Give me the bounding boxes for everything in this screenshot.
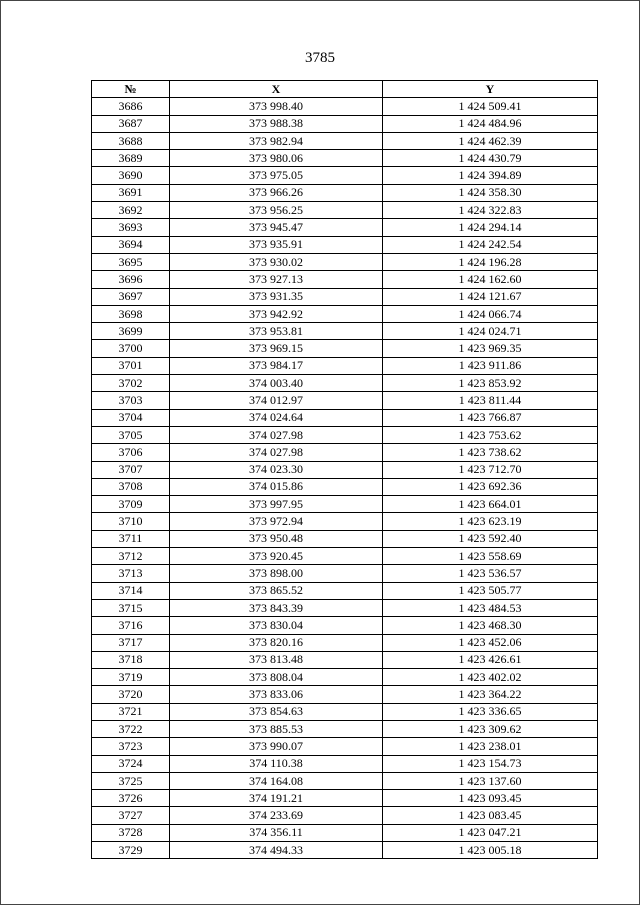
cell-x: 373 830.04 xyxy=(170,617,383,634)
cell-x: 373 969.15 xyxy=(170,340,383,357)
cell-y: 1 424 242.54 xyxy=(383,236,598,253)
cell-x: 374 023.30 xyxy=(170,461,383,478)
cell-y: 1 424 196.28 xyxy=(383,253,598,270)
cell-y: 1 424 358.30 xyxy=(383,184,598,201)
table-row xyxy=(92,288,598,305)
header-number: № xyxy=(92,81,170,98)
cell-x: 373 808.04 xyxy=(170,669,383,686)
table-row xyxy=(92,686,598,703)
cell-y: 1 423 738.62 xyxy=(383,444,598,461)
cell-number: 3708 xyxy=(92,478,170,495)
cell-x: 373 980.06 xyxy=(170,150,383,167)
table-row xyxy=(92,219,598,236)
cell-x: 373 820.16 xyxy=(170,634,383,651)
table-row xyxy=(92,426,598,443)
table-row xyxy=(92,150,598,167)
cell-x: 373 950.48 xyxy=(170,530,383,547)
cell-x: 374 494.33 xyxy=(170,842,383,859)
cell-y: 1 423 309.62 xyxy=(383,720,598,737)
cell-y: 1 423 558.69 xyxy=(383,548,598,565)
cell-y: 1 423 426.61 xyxy=(383,651,598,668)
cell-number: 3721 xyxy=(92,703,170,720)
header-x: X xyxy=(170,81,383,98)
cell-y: 1 423 664.01 xyxy=(383,496,598,513)
cell-y: 1 423 505.77 xyxy=(383,582,598,599)
cell-x: 373 953.81 xyxy=(170,323,383,340)
cell-number: 3727 xyxy=(92,807,170,824)
cell-x: 374 164.08 xyxy=(170,772,383,789)
cell-y: 1 423 969.35 xyxy=(383,340,598,357)
cell-number: 3705 xyxy=(92,426,170,443)
cell-number: 3715 xyxy=(92,599,170,616)
cell-y: 1 423 154.73 xyxy=(383,755,598,772)
cell-x: 374 191.21 xyxy=(170,790,383,807)
table-row xyxy=(92,132,598,149)
cell-number: 3723 xyxy=(92,738,170,755)
table-row xyxy=(92,98,598,115)
cell-number: 3700 xyxy=(92,340,170,357)
cell-x: 373 920.45 xyxy=(170,548,383,565)
cell-number: 3718 xyxy=(92,651,170,668)
cell-y: 1 423 402.02 xyxy=(383,669,598,686)
cell-x: 373 885.53 xyxy=(170,720,383,737)
cell-y: 1 423 468.30 xyxy=(383,617,598,634)
table-row xyxy=(92,496,598,513)
cell-x: 373 945.47 xyxy=(170,219,383,236)
table-row xyxy=(92,565,598,582)
cell-number: 3725 xyxy=(92,772,170,789)
table-row xyxy=(92,375,598,392)
cell-x: 373 865.52 xyxy=(170,582,383,599)
table-row xyxy=(92,755,598,772)
cell-number: 3714 xyxy=(92,582,170,599)
cell-number: 3716 xyxy=(92,617,170,634)
cell-number: 3704 xyxy=(92,409,170,426)
cell-y: 1 424 394.89 xyxy=(383,167,598,184)
cell-y: 1 424 322.83 xyxy=(383,202,598,219)
page-number: 3785 xyxy=(305,50,335,66)
cell-number: 3729 xyxy=(92,842,170,859)
cell-x: 374 024.64 xyxy=(170,409,383,426)
cell-y: 1 423 766.87 xyxy=(383,409,598,426)
cell-y: 1 423 452.06 xyxy=(383,634,598,651)
cell-x: 374 027.98 xyxy=(170,426,383,443)
table-row xyxy=(92,548,598,565)
cell-x: 373 843.39 xyxy=(170,599,383,616)
cell-number: 3722 xyxy=(92,720,170,737)
cell-y: 1 424 121.67 xyxy=(383,288,598,305)
table-row xyxy=(92,202,598,219)
cell-number: 3688 xyxy=(92,132,170,149)
cell-y: 1 423 536.57 xyxy=(383,565,598,582)
table-row xyxy=(92,478,598,495)
table-row xyxy=(92,807,598,824)
cell-number: 3724 xyxy=(92,755,170,772)
cell-number: 3689 xyxy=(92,150,170,167)
cell-y: 1 424 430.79 xyxy=(383,150,598,167)
table-row xyxy=(92,513,598,530)
cell-number: 3712 xyxy=(92,548,170,565)
cell-x: 374 015.86 xyxy=(170,478,383,495)
table-row xyxy=(92,461,598,478)
cell-number: 3695 xyxy=(92,253,170,270)
table-row xyxy=(92,236,598,253)
table-row xyxy=(92,582,598,599)
cell-number: 3713 xyxy=(92,565,170,582)
cell-number: 3726 xyxy=(92,790,170,807)
cell-x: 373 927.13 xyxy=(170,271,383,288)
cell-x: 374 233.69 xyxy=(170,807,383,824)
cell-x: 373 966.26 xyxy=(170,184,383,201)
table-row xyxy=(92,651,598,668)
cell-number: 3728 xyxy=(92,824,170,841)
table-row xyxy=(92,340,598,357)
cell-number: 3694 xyxy=(92,236,170,253)
cell-number: 3711 xyxy=(92,530,170,547)
cell-x: 373 990.07 xyxy=(170,738,383,755)
cell-x: 373 813.48 xyxy=(170,651,383,668)
cell-x: 373 935.91 xyxy=(170,236,383,253)
cell-number: 3690 xyxy=(92,167,170,184)
table-row xyxy=(92,115,598,132)
cell-y: 1 424 484.96 xyxy=(383,115,598,132)
table-row xyxy=(92,720,598,737)
cell-x: 374 012.97 xyxy=(170,392,383,409)
cell-number: 3693 xyxy=(92,219,170,236)
cell-y: 1 424 162.60 xyxy=(383,271,598,288)
table-row xyxy=(92,634,598,651)
cell-number: 3701 xyxy=(92,357,170,374)
cell-number: 3687 xyxy=(92,115,170,132)
cell-number: 3697 xyxy=(92,288,170,305)
table-row xyxy=(92,617,598,634)
cell-x: 373 930.02 xyxy=(170,253,383,270)
cell-number: 3703 xyxy=(92,392,170,409)
cell-x: 374 027.98 xyxy=(170,444,383,461)
cell-y: 1 424 066.74 xyxy=(383,305,598,322)
cell-x: 374 003.40 xyxy=(170,375,383,392)
cell-x: 374 110.38 xyxy=(170,755,383,772)
cell-y: 1 423 238.01 xyxy=(383,738,598,755)
table-row xyxy=(92,305,598,322)
cell-y: 1 423 753.62 xyxy=(383,426,598,443)
table-row xyxy=(92,599,598,616)
cell-x: 373 956.25 xyxy=(170,202,383,219)
cell-y: 1 423 484.53 xyxy=(383,599,598,616)
cell-y: 1 424 294.14 xyxy=(383,219,598,236)
cell-x: 373 998.40 xyxy=(170,98,383,115)
table-row xyxy=(92,772,598,789)
cell-number: 3698 xyxy=(92,305,170,322)
table-header-row xyxy=(92,81,598,98)
table-row xyxy=(92,392,598,409)
table-body xyxy=(92,98,598,859)
cell-x: 373 931.35 xyxy=(170,288,383,305)
cell-y: 1 423 712.70 xyxy=(383,461,598,478)
header-y: Y xyxy=(383,81,598,98)
table-row xyxy=(92,530,598,547)
table-row xyxy=(92,790,598,807)
table-row xyxy=(92,253,598,270)
coordinates-table xyxy=(91,80,598,859)
cell-number: 3691 xyxy=(92,184,170,201)
cell-y: 1 423 137.60 xyxy=(383,772,598,789)
cell-x: 373 975.05 xyxy=(170,167,383,184)
cell-y: 1 423 047.21 xyxy=(383,824,598,841)
cell-x: 373 984.17 xyxy=(170,357,383,374)
cell-y: 1 423 811.44 xyxy=(383,392,598,409)
cell-number: 3717 xyxy=(92,634,170,651)
table-row xyxy=(92,167,598,184)
cell-number: 3692 xyxy=(92,202,170,219)
cell-number: 3686 xyxy=(92,98,170,115)
cell-x: 373 972.94 xyxy=(170,513,383,530)
table-row xyxy=(92,824,598,841)
cell-x: 374 356.11 xyxy=(170,824,383,841)
table-row xyxy=(92,669,598,686)
cell-y: 1 423 911.86 xyxy=(383,357,598,374)
table-row xyxy=(92,444,598,461)
cell-x: 373 942.92 xyxy=(170,305,383,322)
cell-x: 373 854.63 xyxy=(170,703,383,720)
cell-number: 3699 xyxy=(92,323,170,340)
cell-number: 3706 xyxy=(92,444,170,461)
cell-number: 3720 xyxy=(92,686,170,703)
cell-x: 373 833.06 xyxy=(170,686,383,703)
cell-y: 1 423 592.40 xyxy=(383,530,598,547)
cell-y: 1 423 692.36 xyxy=(383,478,598,495)
cell-number: 3696 xyxy=(92,271,170,288)
table-row xyxy=(92,271,598,288)
cell-y: 1 423 853.92 xyxy=(383,375,598,392)
cell-y: 1 423 364.22 xyxy=(383,686,598,703)
cell-number: 3707 xyxy=(92,461,170,478)
cell-y: 1 424 509.41 xyxy=(383,98,598,115)
table-row xyxy=(92,409,598,426)
cell-y: 1 423 093.45 xyxy=(383,790,598,807)
cell-y: 1 424 462.39 xyxy=(383,132,598,149)
table-row xyxy=(92,703,598,720)
cell-y: 1 423 083.45 xyxy=(383,807,598,824)
cell-number: 3719 xyxy=(92,669,170,686)
cell-y: 1 423 623.19 xyxy=(383,513,598,530)
table-row xyxy=(92,357,598,374)
cell-x: 373 988.38 xyxy=(170,115,383,132)
table-row xyxy=(92,842,598,859)
cell-number: 3710 xyxy=(92,513,170,530)
cell-x: 373 982.94 xyxy=(170,132,383,149)
cell-number: 3709 xyxy=(92,496,170,513)
table-row xyxy=(92,184,598,201)
cell-y: 1 423 005.18 xyxy=(383,842,598,859)
cell-y: 1 423 336.65 xyxy=(383,703,598,720)
table-row xyxy=(92,738,598,755)
cell-x: 373 898.00 xyxy=(170,565,383,582)
table-row xyxy=(92,323,598,340)
cell-x: 373 997.95 xyxy=(170,496,383,513)
cell-y: 1 424 024.71 xyxy=(383,323,598,340)
cell-number: 3702 xyxy=(92,375,170,392)
